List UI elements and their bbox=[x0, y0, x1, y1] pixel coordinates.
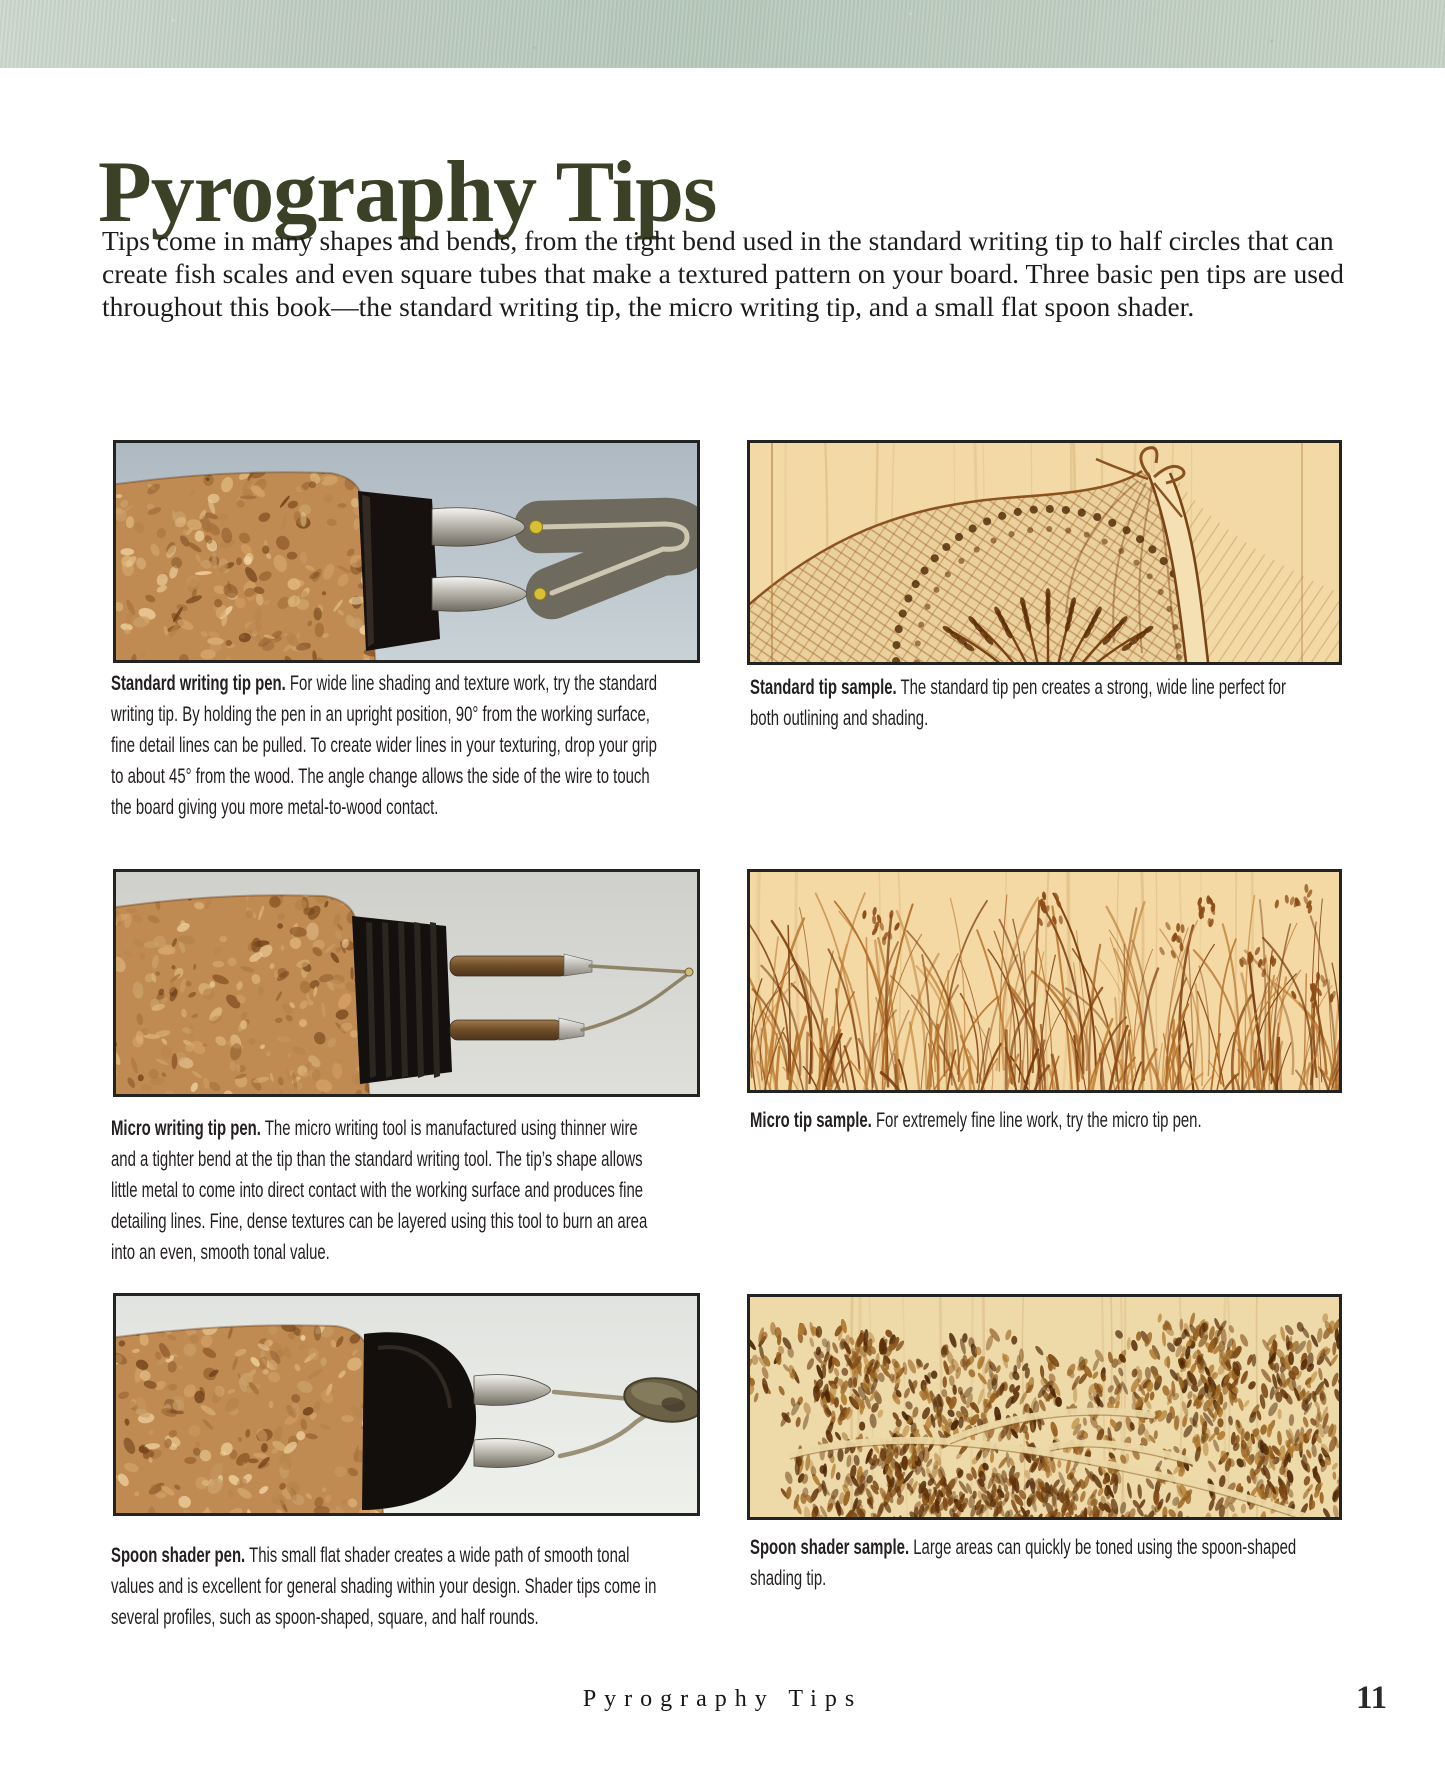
spoon-sample-caption bbox=[750, 1532, 1445, 1594]
standard-tip-sample-photo bbox=[747, 440, 1342, 665]
caption-lead: Spoon shader pen. bbox=[111, 1544, 246, 1567]
top-band-texture bbox=[0, 0, 1445, 68]
spoon-pen-photo bbox=[113, 1293, 700, 1516]
caption-lead: Micro writing tip pen. bbox=[111, 1117, 261, 1140]
micro-pen-caption bbox=[111, 1113, 886, 1268]
footer-page-number: 11 bbox=[1356, 1680, 1388, 1716]
micro-tip-sample-photo bbox=[747, 869, 1342, 1093]
intro-paragraph: Tips come in many shapes and bends, from the tight bend used in the standard writing tip to half circles that can create fish scales and even square tubes that make a textured pattern on your board. Three basic pen tips are used throughout this book—the standard writing tip, the micro writing tip, and a small flat spoon shader. bbox=[102, 224, 1344, 322]
caption-lead: Standard tip sample. bbox=[750, 676, 897, 699]
caption-text: Large areas can quickly be toned using the spoon-shaped shading tip. bbox=[750, 1536, 1297, 1590]
standard-sample-caption bbox=[750, 672, 1445, 734]
micro-sample-caption bbox=[750, 1105, 1445, 1136]
footer-section-title: Pyrography Tips bbox=[582, 1686, 863, 1712]
micro-pen-photo bbox=[113, 869, 700, 1097]
caption-text: For wide line shading and texture work, try the standard writing tip. By holding the pen in an upright position, 90° from the working surface, fine detail lines can be pulled. To create wider lines in your texturing, drop your grip to about 45° from the wood. The angle change allows the side of the wire to touch the board giving you more metal-to-wood contact. bbox=[111, 672, 658, 819]
page-title: Pyrography Tips bbox=[98, 143, 717, 241]
spoon-shader-sample-photo bbox=[747, 1294, 1342, 1520]
caption-lead: Standard writing tip pen. bbox=[111, 672, 286, 695]
caption-text: For extremely fine line work, try the micro tip pen. bbox=[875, 1109, 1202, 1132]
caption-lead: Micro tip sample. bbox=[750, 1109, 872, 1132]
standard-pen-photo bbox=[113, 440, 700, 663]
caption-text: The micro writing tool is manufactured using thinner wire and a tighter bend at the tip than the standard writing tool. The tip’s shape allows little metal to come into direct contact with the working surface and produces fine detailing lines. Fine, dense textures can be layered using this tool to burn an area into an even, smooth tonal value. bbox=[111, 1117, 648, 1264]
caption-lead: Spoon shader sample. bbox=[750, 1536, 910, 1559]
caption-text: The standard tip pen creates a strong, wide line perfect for both outlining and shading. bbox=[750, 676, 1286, 730]
caption-text: This small flat shader creates a wide path of smooth tonal values and is excellent for general shading within your design. Shader tips come in several profiles, such as spoon-shaped, square, and half rounds. bbox=[111, 1544, 657, 1629]
